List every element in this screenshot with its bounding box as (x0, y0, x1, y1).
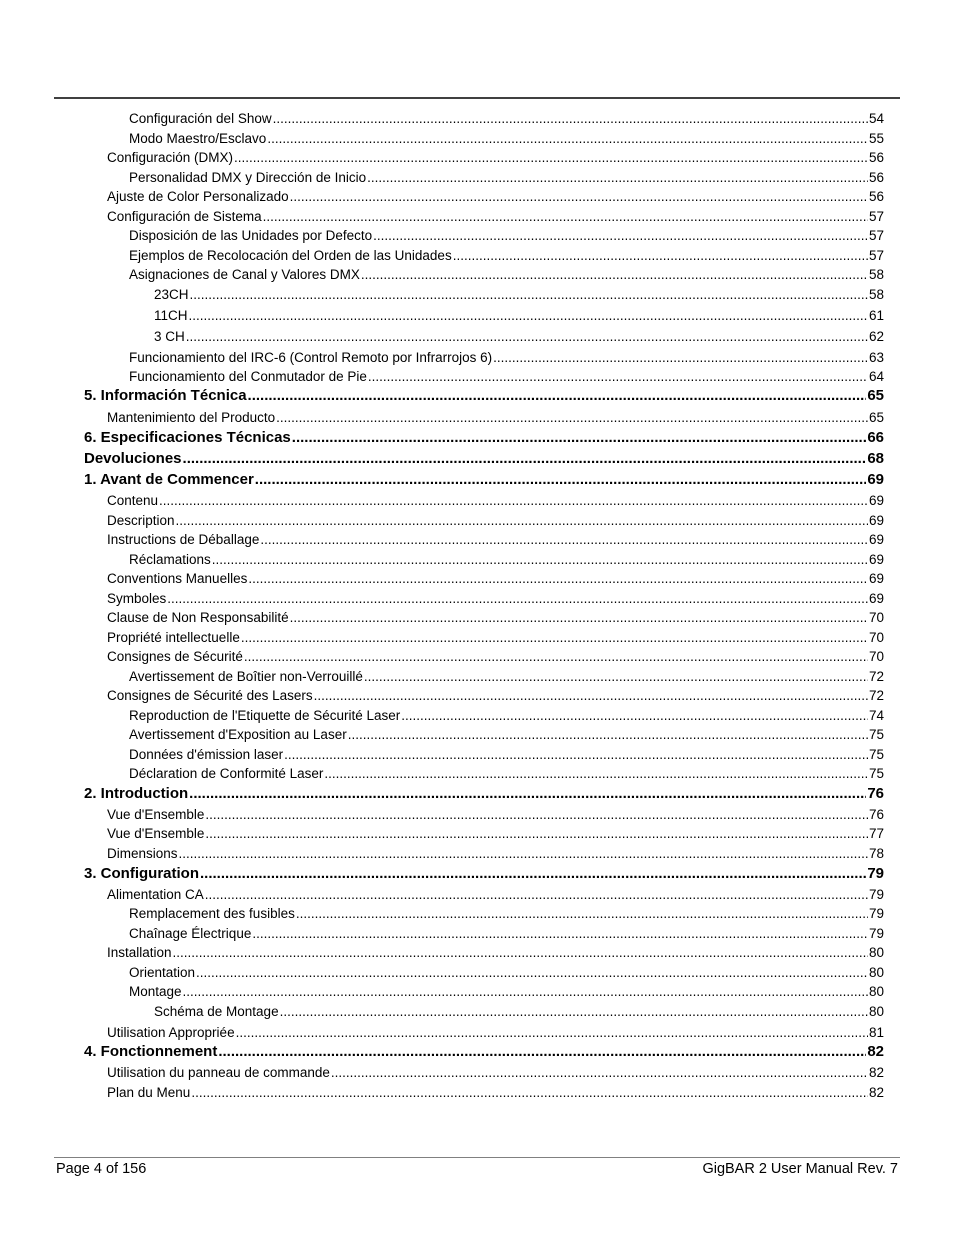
toc-entry[interactable] (107, 630, 884, 645)
toc-entry[interactable] (107, 189, 884, 204)
toc-entry-page: 66 (867, 429, 884, 446)
toc-entry[interactable] (129, 984, 884, 999)
footer-rule (54, 1157, 900, 1158)
toc-entry-title: 3. Configuration (84, 865, 199, 882)
toc-entry-title: 3 CH (154, 329, 185, 344)
toc-entry[interactable] (129, 965, 884, 980)
toc-entry-page: 77 (868, 826, 884, 841)
toc-entry-page: 64 (868, 369, 884, 384)
toc-entry-page: 58 (868, 267, 884, 282)
toc-dot-leader (183, 450, 867, 467)
toc-entry-title: Disposición de las Unidades por Defecto (129, 228, 373, 243)
toc-entry[interactable] (107, 1025, 884, 1040)
toc-entry-title: Configuración del Show (129, 111, 272, 126)
toc-entry[interactable] (84, 785, 884, 802)
toc-entry-title: Données d'émission laser (129, 747, 284, 762)
toc-dot-leader (373, 228, 868, 243)
toc-entry-page: 69 (868, 571, 884, 586)
toc-entry-page: 70 (868, 649, 884, 664)
toc-entry-title: Reproduction de l'Etiquette de Sécurité Laser (129, 708, 401, 723)
toc-entry[interactable] (84, 429, 884, 446)
toc-entry-title: Configuración (DMX) (107, 150, 234, 165)
toc-dot-leader (191, 1085, 868, 1100)
toc-dot-leader (241, 630, 868, 645)
toc-entry-page: 69 (868, 493, 884, 508)
toc-entry-page: 82 (867, 1043, 884, 1060)
toc-entry-title: 1. Avant de Commencer (84, 471, 254, 488)
toc-dot-leader (167, 591, 868, 606)
toc-entry-page: 57 (868, 248, 884, 263)
toc-entry-page: 72 (868, 688, 884, 703)
toc-dot-leader (401, 708, 868, 723)
toc-dot-leader (367, 170, 868, 185)
toc-entry[interactable] (107, 532, 884, 547)
toc-entry[interactable] (129, 170, 884, 185)
toc-dot-leader (453, 248, 868, 263)
toc-entry-title: Consignes de Sécurité (107, 649, 243, 664)
toc-dot-leader (260, 532, 868, 547)
toc-dot-leader (186, 329, 868, 344)
toc-entry[interactable] (107, 150, 884, 165)
toc-dot-leader (200, 865, 866, 882)
toc-entry[interactable] (129, 228, 884, 243)
toc-entry[interactable] (84, 865, 884, 882)
toc-entry-title: Avertissement de Boîtier non-Verrouillé (129, 669, 363, 684)
toc-entry-title: Remplacement des fusibles (129, 906, 295, 921)
toc-entry-title: Description (107, 513, 175, 528)
toc-entry-page: 65 (868, 410, 884, 425)
toc-entry[interactable] (129, 131, 884, 146)
toc-entry-title: 4. Fonctionnement (84, 1043, 218, 1060)
toc-dot-leader (205, 887, 868, 902)
toc-dot-leader (189, 785, 866, 802)
toc-dot-leader (189, 308, 868, 323)
toc-dot-leader (248, 571, 868, 586)
toc-entry-title: Chaînage Électrique (129, 926, 252, 941)
toc-dot-leader (292, 429, 867, 446)
toc-entry-title: Avertissement d'Exposition au Laser (129, 727, 347, 742)
toc-dot-leader (205, 807, 868, 822)
toc-dot-leader (267, 131, 868, 146)
toc-entry-title: Plan du Menu (107, 1085, 191, 1100)
toc-entry-title: Mantenimiento del Producto (107, 410, 276, 425)
toc-entry[interactable] (129, 552, 884, 567)
toc-entry-title: Personalidad DMX y Dirección de Inicio (129, 170, 367, 185)
toc-entry-title: Utilisation du panneau de commande (107, 1065, 330, 1080)
toc-entry-title: 6. Especificaciones Técnicas (84, 429, 291, 446)
toc-entry[interactable] (107, 945, 884, 960)
toc-dot-leader (314, 688, 868, 703)
toc-dot-leader (252, 926, 868, 941)
toc-entry[interactable] (129, 111, 884, 126)
toc-entry-page: 63 (868, 350, 884, 365)
toc-dot-leader (248, 387, 867, 404)
toc-entry[interactable] (129, 926, 884, 941)
toc-entry-title: Alimentation CA (107, 887, 204, 902)
toc-entry-page: 76 (867, 785, 884, 802)
toc-entry[interactable] (84, 471, 884, 488)
toc-dot-leader (196, 965, 868, 980)
toc-dot-leader (364, 669, 868, 684)
toc-entry-page: 62 (868, 329, 884, 344)
toc-entry-page: 75 (868, 727, 884, 742)
toc-entry-page: 68 (867, 450, 884, 467)
toc-dot-leader (190, 287, 868, 302)
toc-entry[interactable] (84, 387, 884, 404)
toc-entry[interactable] (107, 887, 884, 902)
toc-entry-title: 23CH (154, 287, 189, 302)
toc-entry-page: 80 (868, 945, 884, 960)
toc-entry-page: 54 (868, 111, 884, 126)
header-rule (54, 97, 900, 99)
toc-entry-page: 81 (868, 1025, 884, 1040)
toc-entry-page: 56 (868, 170, 884, 185)
toc-entry[interactable] (107, 591, 884, 606)
toc-dot-leader (173, 945, 868, 960)
toc-dot-leader (236, 1025, 868, 1040)
toc-entry-title: Consignes de Sécurité des Lasers (107, 688, 313, 703)
toc-dot-leader (276, 410, 868, 425)
toc-entry[interactable] (107, 688, 884, 703)
toc-dot-leader (290, 610, 868, 625)
toc-entry-title: Conventions Manuelles (107, 571, 248, 586)
toc-dot-leader (273, 111, 868, 126)
toc-entry[interactable] (107, 1065, 884, 1080)
toc-entry[interactable] (107, 1085, 884, 1100)
toc-entry[interactable] (129, 248, 884, 263)
toc-entry[interactable] (154, 1004, 884, 1019)
toc-dot-leader (159, 493, 868, 508)
toc-entry-page: 69 (868, 552, 884, 567)
toc-entry-page: 70 (868, 630, 884, 645)
toc-entry[interactable] (107, 410, 884, 425)
toc-entry-title: Ejemplos de Recolocación del Orden de las Unidades (129, 248, 452, 263)
toc-dot-leader (324, 766, 868, 781)
toc-entry-page: 80 (868, 1004, 884, 1019)
toc-entry[interactable] (129, 267, 884, 282)
footer-page-number: Page 4 of 156 (56, 1161, 147, 1177)
toc-entry[interactable] (154, 308, 884, 323)
toc-entry-page: 79 (868, 906, 884, 921)
toc-entry[interactable] (107, 807, 884, 822)
toc-entry-page: 56 (868, 150, 884, 165)
toc-entry[interactable] (129, 727, 884, 742)
toc-entry-title: Symboles (107, 591, 167, 606)
toc-dot-leader (296, 906, 868, 921)
toc-entry-title: Funcionamiento del IRC-6 (Control Remoto por Infrarrojos 6) (129, 350, 493, 365)
toc-entry-page: 82 (868, 1065, 884, 1080)
toc-entry-page: 82 (868, 1085, 884, 1100)
toc-entry-title: Dimensions (107, 846, 178, 861)
toc-entry-page: 80 (868, 965, 884, 980)
toc-entry-page: 57 (868, 228, 884, 243)
toc-entry-title: Funcionamiento del Conmutador de Pie (129, 369, 367, 384)
toc-dot-leader (255, 471, 867, 488)
toc-entry-page: 65 (867, 387, 884, 404)
toc-dot-leader (290, 189, 868, 204)
toc-dot-leader (263, 209, 868, 224)
toc-entry[interactable] (129, 708, 884, 723)
toc-entry-title: 2. Introduction (84, 785, 189, 802)
toc-entry-title: Réclamations (129, 552, 211, 567)
footer-document-title: GigBAR 2 User Manual Rev. 7 (702, 1161, 898, 1177)
toc-dot-leader (368, 369, 868, 384)
toc-entry-title: Clause de Non Responsabilité (107, 610, 289, 625)
toc-entry-title: 11CH (154, 308, 188, 323)
toc-entry-page: 80 (868, 984, 884, 999)
toc-dot-leader (280, 1004, 868, 1019)
toc-entry-page: 61 (868, 308, 884, 323)
toc-dot-leader (179, 846, 868, 861)
toc-dot-leader (212, 552, 868, 567)
toc-entry-title: Contenu (107, 493, 159, 508)
toc-entry-page: 78 (868, 846, 884, 861)
toc-entry-page: 75 (868, 747, 884, 762)
toc-entry-page: 57 (868, 209, 884, 224)
toc-entry-title: Modo Maestro/Esclavo (129, 131, 267, 146)
toc-entry-page: 79 (868, 887, 884, 902)
toc-entry-page: 55 (868, 131, 884, 146)
toc-entry-page: 72 (868, 669, 884, 684)
toc-entry-page: 69 (868, 513, 884, 528)
toc-entry-page: 58 (868, 287, 884, 302)
toc-entry[interactable] (129, 350, 884, 365)
toc-entry-page: 69 (868, 591, 884, 606)
toc-entry-title: Installation (107, 945, 172, 960)
toc-entry[interactable] (107, 209, 884, 224)
toc-entry[interactable] (84, 1043, 884, 1060)
toc-entry-title: Propriété intellectuelle (107, 630, 240, 645)
toc-entry-page: 56 (868, 189, 884, 204)
toc-entry-title: Instructions de Déballage (107, 532, 260, 547)
toc-entry-title: Orientation (129, 965, 196, 980)
toc-entry-page: 76 (868, 807, 884, 822)
toc-entry-page: 70 (868, 610, 884, 625)
toc-dot-leader (331, 1065, 868, 1080)
toc-entry[interactable] (107, 610, 884, 625)
toc-dot-leader (205, 826, 868, 841)
toc-entry-title: Montage (129, 984, 182, 999)
toc-dot-leader (284, 747, 868, 762)
toc-entry[interactable] (107, 826, 884, 841)
toc-entry-title: Déclaration de Conformité Laser (129, 766, 324, 781)
toc-entry-title: Vue d'Ensemble (107, 807, 205, 822)
toc-dot-leader (244, 649, 868, 664)
toc-entry[interactable] (154, 287, 884, 302)
toc-dot-leader (183, 984, 868, 999)
toc-entry[interactable] (129, 369, 884, 384)
toc-entry[interactable] (129, 906, 884, 921)
toc-entry[interactable] (84, 450, 884, 467)
toc-entry[interactable] (129, 747, 884, 762)
toc-entry[interactable] (107, 846, 884, 861)
toc-entry-page: 79 (868, 926, 884, 941)
toc-entry-title: Asignaciones de Canal y Valores DMX (129, 267, 360, 282)
toc-entry[interactable] (107, 571, 884, 586)
toc-dot-leader (234, 150, 868, 165)
toc-dot-leader (218, 1043, 866, 1060)
toc-entry[interactable] (107, 649, 884, 664)
toc-entry-page: 69 (868, 532, 884, 547)
toc-entry[interactable] (107, 513, 884, 528)
toc-dot-leader (176, 513, 868, 528)
toc-dot-leader (493, 350, 868, 365)
toc-entry-title: Ajuste de Color Personalizado (107, 189, 289, 204)
toc-entry-title: Schéma de Montage (154, 1004, 279, 1019)
toc-entry-title: Utilisation Appropriée (107, 1025, 235, 1040)
toc-entry-page: 74 (868, 708, 884, 723)
toc-entry-page: 75 (868, 766, 884, 781)
toc-entry[interactable] (129, 766, 884, 781)
toc-dot-leader (348, 727, 868, 742)
toc-entry-title: Vue d'Ensemble (107, 826, 205, 841)
toc-entry[interactable] (107, 493, 884, 508)
toc-entry-title: 5. Información Técnica (84, 387, 247, 404)
toc-entry[interactable] (154, 329, 884, 344)
toc-entry-title: Devoluciones (84, 450, 182, 467)
toc-dot-leader (361, 267, 868, 282)
toc-entry[interactable] (129, 669, 884, 684)
toc-entry-page: 69 (867, 471, 884, 488)
toc-entry-title: Configuración de Sistema (107, 209, 262, 224)
toc-entry-page: 79 (867, 865, 884, 882)
